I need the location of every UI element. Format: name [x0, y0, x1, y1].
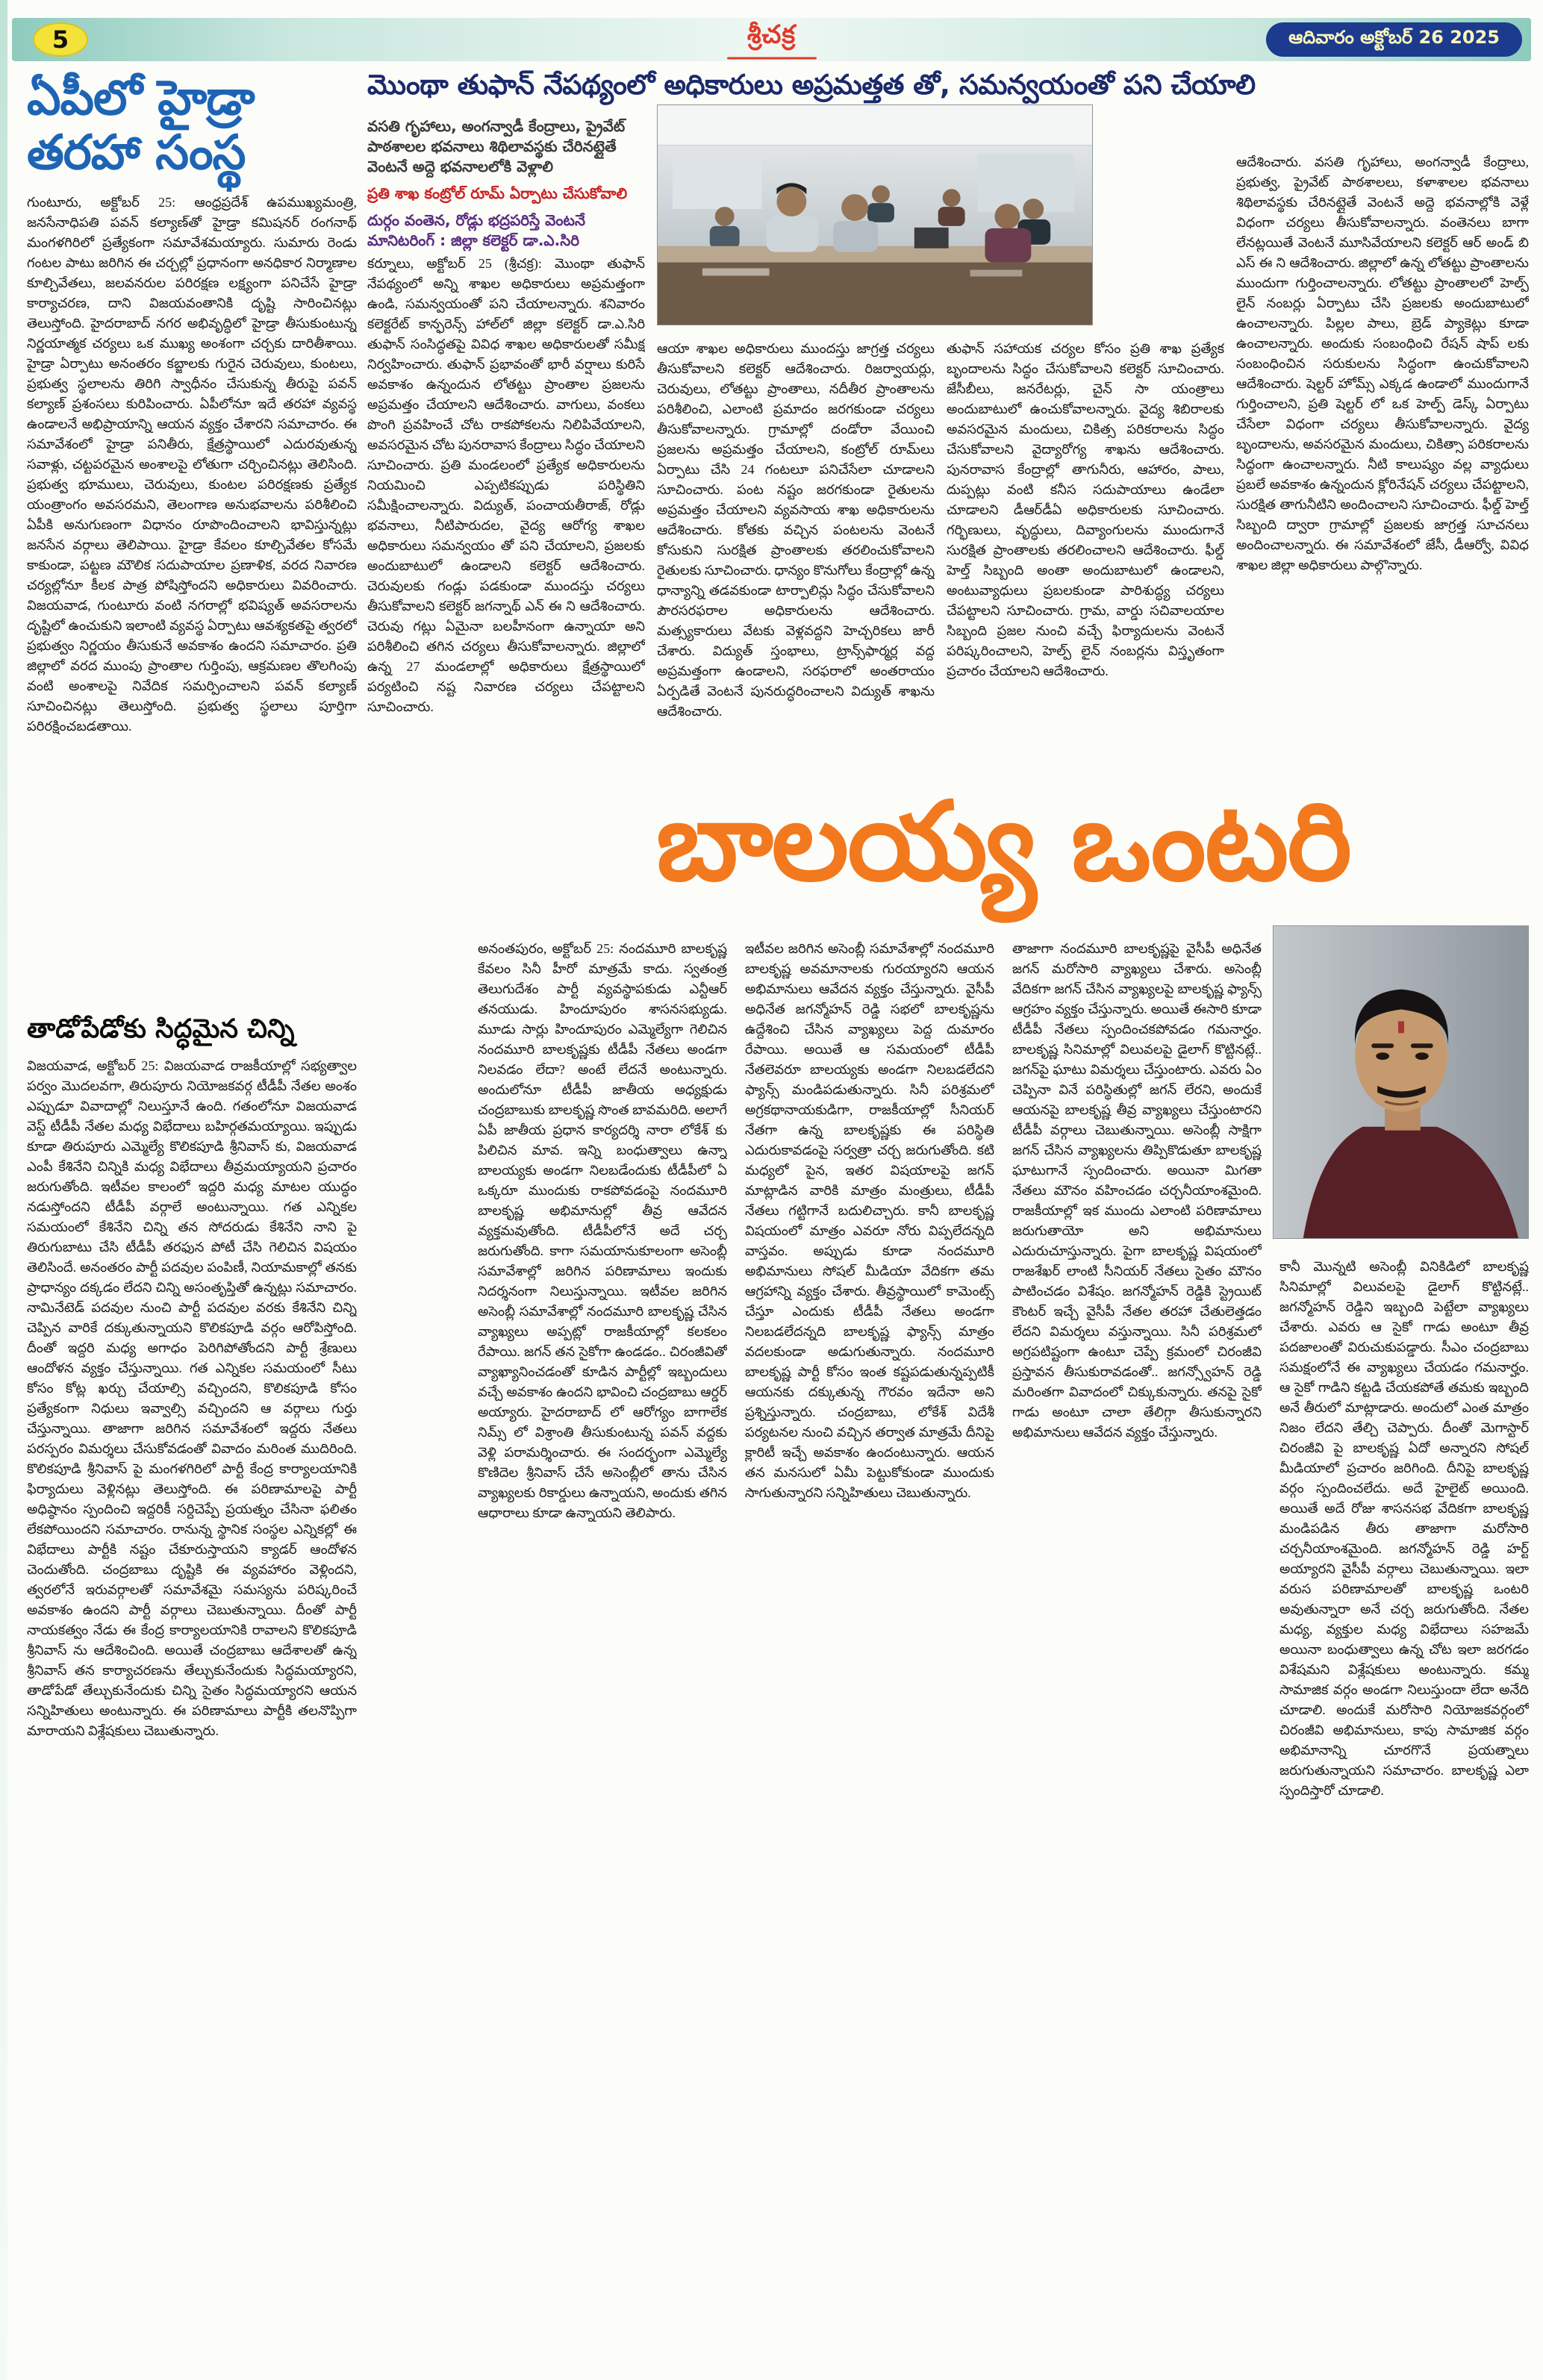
hydra-story-headline: ఏపీలో హైడ్రా తరహా సంస్థ — [27, 71, 255, 181]
chinni-story-body: విజయవాడ, అక్టోబర్ 25: విజయవాడ రాజకీయాల్లో సభ్యత్వాల పర్వం మొదలవగా, తిరుపూరు నియోజకవర్గ టీడీపీ నేతల అంశం ఎప్పుడూ వివాదాల్లో నిలుస్తూనే ఉంది. గతంలోనూ విజయవాడ వెస్ట్ టీడీపీ నేతల మధ్య విభేదాలు బహిర్గతమయ్యాయి. ఇప్పుడు కూడా తిరుపూరు ఎమ్మెల్యే కొలికపూడి శ్రీనివాస్ కు, విజయవాడ ఎంపీ కేశినేని చిన్నికి మధ్య విభేదాలు తీవ్రమయ్యాయని ప్రచారం జరుగుతోంది. ఇటీవల కాలంలో ఇద్దరి మధ్య మాటల యుద్ధం నడుస్తోందని టీడీపీ వర్గాలే అంటున్నాయి. గత ఎన్నికల సమయంలో కేశినేని చిన్ని తన సోదరుడు కేశినేని నాని పై తిరుగుబాటు చేసి టీడీపీ తరఫున పోటీ చేసి గెలిచిన విషయం తెలిసిందే. అనంతరం పార్టీ పదవుల పంపిణీ, నియామకాల్లో తనకు ప్రాధాన్యం దక్కడం లేదని చిన్ని అసంతృప్తితో ఉన్నట్లు సమాచారం. నామినేటెడ్ పదవుల నుంచి పార్టీ పదవుల వరకు కేశినేని చిన్ని చెప్పిన వారికే దక్కుతున్నాయని కొలికపూడి వర్గం ఆరోపిస్తోంది. దీంతో ఇద్దరి మధ్య అగాధం పెరిగిపోతోందని పార్టీ శ్రేణులు ఆందోళన వ్యక్తం చేస్తున్నాయి. గత ఎన్నికల సమయంలో సీటు కోసం కోట్ల ఖర్చు చేయాల్సి వచ్చిందని, కొలికపూడి కోసం ప్రత్యేకంగా నిధులు ఇవ్వాల్సి వచ్చిందని ఆ వర్గాలు గుర్తు చేస్తున్నాయి. తాజాగా జరిగిన సమావేశంలో ఇద్దరు నేతలు పరస్పరం విమర్శలు చేసుకోవడంతో వివాదం మరింత ముదిరింది. కొలికపూడి శ్రీనివాస్ పై మంగళగిరిలో పార్టీ కేంద్ర కార్యాలయానికి ఫిర్యాదులు వెళ్లినట్లు తెలుస్తోంది. ఈ పరిణామాలపై పార్టీ అధిష్ఠానం స్పందించి ఇద్దరికీ సర్దిచెప్పే ప్రయత్నం చేసినా ఫలితం లేకపోయిందని సమాచారం. రానున్న స్థానిక సంస్థల ఎన్నికల్లో ఈ విభేదాలు పార్టీకి నష్టం చేకూరుస్తాయని క్యాడర్ ఆందోళన చెందుతోంది. చంద్రబాబు దృష్టికి ఈ వ్యవహారం వెళ్లిందని, త్వరలోనే ఇరువర్గాలతో సమావేశమై సమస్యను పరిష్కరించే అవకాశం ఉందని పార్టీ వర్గాలు చెబుతున్నాయి. దీంతో పార్టీ నాయకత్వం నేడు ఈ కేంద్ర కార్యాలయానికి రావాలని కొలికపూడి శ్రీనివాస్ ను ఆదేశించింది. అయితే చంద్రబాబు ఆదేశాలతో ఉన్న శ్రీనివాస్ తన కార్యాచరణను తేల్చుకునేందుకు సిద్ధమయ్యారని, తాడోపేడో తేల్చుకునేందుకు చిన్ని సైతం సిద్ధమయ్యారని ఆయన సన్నిహితులు అంటున్నారు. ఈ పరిణామాలు పార్టీకి తలనొప్పిగా మారాయని విశ్లేషకులు చెబుతున్నారు. — [27, 1058, 357, 1738]
cyclone-story-col-4: ఆదేశించారు. వసతి గృహాలు, అంగన్వాడీ కేంద్రాలు, ప్రభుత్వ, ప్రైవేట్ పాఠశాలలు, కళాశాలల భవనాలు శిథిలావస్థకు చేరినట్లైతే వెంటనే అద్దె భవనాల్లోకి వెళ్లే విధంగా చర్యలు తీసుకోవాలన్నారు. వంతెనలు బాగా లేనట్లయితే వెంటనే మూసివేయాలని కలెక్టర్ ఆర్ అండ్ బి ఎస్ ఈ ని ఆదేశించారు. జిల్లాలో ఉన్న లోతట్టు ప్రాంతాలను ముందుగా గుర్తించాలన్నారు. లోతట్టు ప్రాంతాలలో హెల్ప్ లైన్ నంబర్లు ఏర్పాటు చేసి ప్రజలకు అందుబాటులో ఉంచాలన్నారు. పిల్లల పాలు, బ్రెడ్ ప్యాకెట్లు కూడా ఉంచాలన్నారు. అందుకు సంబంధించి రేషన్ షాప్ లకు సంబంధించిన సరుకులను సిద్ధంగా ఉంచుకోవాలని ఆదేశించారు. షెల్టర్ హోమ్స్ ఎక్కడ ఉండాలో ముందుగానే గుర్తించాలని, ప్రతి షెల్టర్ లో ఒక హెల్ప్ డెస్క్ ఏర్పాటు చేసేలా విధంగా చర్యలు తీసుకోవాలన్నారు. వైద్య బృందాలను, అవసరమైన మందులు, చికిత్సా పరికరాలను సిద్ధంగా ఉంచాలన్నారు. నీటి కాలుష్యం వల్ల వ్యాధులు ప్రబలే అవకాశం ఉన్నందున క్లోరినేషన్ చర్యలు చేపట్టాలని, సురక్షిత తాగునీటిని అందించాలని సూచించారు. ఫీల్డ్ హెల్త్ సిబ్బంది ద్వారా గ్రామాల్లో ప్రజలకు జాగ్రత్త సూచనలు అందించాలన్నారు. ఈ సమావేశంలో జేసీ, డీఆర్వో, వివిధ శాఖల జిల్లా అధికారులు పాల్గొన్నారు. — [1236, 154, 1529, 572]
balakrishna-photo — [1273, 925, 1529, 1239]
cyclone-story-headline: మొంథా తుఫాన్ నేపథ్యంలో అధికారులు అప్రమత్తత తో, సమన్వయంతో పని చేయాలి — [367, 69, 1256, 101]
cyclone-story — [367, 69, 1529, 784]
date-banner: ఆదివారం అక్టోబర్ 26 2025 — [1266, 22, 1522, 57]
balayya-story-col-2: ఇటీవల జరిగిన అసెంబ్లీ సమావేశాల్లో నందమూరి బాలకృష్ణ అవమానాలకు గురయ్యారని ఆయన అభిమానులు ఆవేదన వ్యక్తం చేస్తున్నారు. వైసీపీ అధినేత జగన్మోహన్ రెడ్డి సభలో బాలకృష్ణను ఉద్దేశించి చేసిన వ్యాఖ్యలు పెద్ద దుమారం రేపాయి. అయితే ఆ సమయంలో టీడీపీ నేతలెవరూ బాలయ్యకు అండగా నిలబడలేదని ఫ్యాన్స్ మండిపడుతున్నారు. సినీ పరిశ్రమలో అగ్రకథానాయకుడిగా, రాజకీయాల్లో సీనియర్ నేతగా ఉన్న బాలకృష్ణకు ఈ పరిస్థితి ఎదురుకావడంపై సర్వత్రా చర్చ జరుగుతోంది. కటి మధ్యలో పైన, ఇతర విషయాలపై జగన్ మాట్లాడిన వారికి మాత్రం మంత్రులు, టీడీపీ నేతలు గట్టిగానే బదులిచ్చారు. కానీ బాలకృష్ణ విషయంలో మాత్రం ఎవరూ నోరు విప్పలేదన్నది వాస్తవం. అప్పుడు కూడా నందమూరి అభిమానులు సోషల్ మీడియా వేదికగా తమ ఆగ్రహాన్ని వ్యక్తం చేశారు. తీవ్రస్థాయిలో కామెంట్స్ చేస్తూ ఎందుకు టీడీపీ నేతలు అండగా నిలబడలేదన్నది బాలకృష్ణ ఫ్యాన్స్ మాత్రం వదలకుండా అడుగుతున్నారు. నందమూరి బాలకృష్ణ పార్టీ కోసం ఇంత కష్టపడుతున్నప్పటికీ ఆయనకు దక్కుతున్న గౌరవం ఇదేనా అని ప్రశ్నిస్తున్నారు. చంద్రబాబు, లోకేశ్ విదేశీ పర్యటనల నుంచి వచ్చిన తర్వాత మాత్రమే దీనిపై క్లారిటీ ఇచ్చే అవకాశం ఉందంటున్నారు. ఆయన తన మనసులో ఏమీ పెట్టుకోకుండా ముందుకు సాగుతున్నారని సన్నిహితులు చెబుతున్నారు. — [745, 941, 994, 1500]
cyclone-story-col-3: తుఫాన్ సహాయక చర్యల కోసం ప్రతి శాఖ ప్రత్యేక బృందాలను సిద్ధం చేసుకోవాలని కలెక్టర్ సూచించారు. జేసీబీలు, జనరేటర్లు, చైన్ సా యంత్రాలు అందుబాటులో ఉంచుకోవాలన్నారు. వైద్య శిబిరాలకు అవసరమైన మందులు, చికిత్స పరికరాలను సిద్ధం చేసుకోవాలని వైద్యారోగ్య శాఖను ఆదేశించారు. పునరావాస కేంద్రాల్లో తాగునీరు, ఆహారం, పాలు, దుప్పట్లు వంటి కనీస సదుపాయాలు ఉండేలా చూడాలని డీఆర్‌డీఏ అధికారులకు సూచించారు. గర్భిణులు, వృద్ధులు, దివ్యాంగులను ముందుగానే సురక్షిత ప్రాంతాలకు తరలించాలని ఆదేశించారు. ఫీల్డ్ హెల్త్ సిబ్బంది అంతా అందుబాటులో ఉండాలని, అంటువ్యాధులు ప్రబలకుండా పారిశుద్ధ్య చర్యలు చేపట్టాలని సూచించారు. గ్రామ, వార్డు సచివాలయాల సిబ్బంది ప్రజల నుంచి వచ్చే ఫిర్యాదులను వెంటనే పరిష్కరించాలని, హెల్ప్ లైన్ నంబర్లను విస్తృతంగా ప్రచారం చేయాలని ఆదేశించారు. — [947, 341, 1224, 678]
meeting-photo-illustration — [658, 105, 1092, 325]
subhead-monitoring: దుర్గం వంతెన, రోడ్లు భద్రపరిస్తే వెంటనే మానిటరింగ్ : జిల్లా కలెక్టర్ డా.ఎ.సిరి — [367, 211, 586, 249]
subhead-buildings: వసతి గృహాలు, అంగన్వాడీ కేంద్రాలు, ప్రైవేట్ పాఠశాలల భవనాలు శిథిలావస్థకు చేరినట్లైతే వెంటనే అద్దె భవనాలలోకి వెళ్లాలి — [367, 117, 626, 175]
hydra-story-body: గుంటూరు, అక్టోబర్ 25: ఆంధ్రప్రదేశ్ ఉపముఖ్యమంత్రి, జనసేనాధిపతి పవన్ కల్యాణ్‌తో హైడ్రా కమిషనర్ రంగనాథ్ మంగళగిరిలో ప్రత్యేకంగా సమావేశమయ్యారు. సుమారు రెండు గంటల పాటు జరిగిన ఈ చర్చల్లో ప్రధానంగా అనధికార నిర్మాణాల కూల్చివేతలు, జలవనరుల పరిరక్షణ లక్ష్యంగా పనిచేసే హైడ్రా కార్యాచరణ, దాని విజయవంతానికి దృష్టి సారించినట్లు తెలుస్తోంది. హైదరాబాద్ నగర అభివృద్ధిలో హైడ్రా తీసుకుంటున్న నిర్ణయాత్మక చర్యలు ఒక ముఖ్య అంశంగా చర్చకు దారితీశాయి. హైడ్రా ఏర్పాటు అనంతరం కబ్జాలకు గురైన చెరువులు, కుంటలు, ప్రభుత్వ స్థలాలను తిరిగి స్వాధీనం చేసుకున్న తీరుపై పవన్ కల్యాణ్ ప్రశంసలు కురిపించారు. ఏపీలోనూ ఇదే తరహా వ్యవస్థ ఉండాలనే అభిప్రాయాన్ని ఆయన వ్యక్తం చేశారని సమాచారం. ఈ సమావేశంలో హైడ్రా పనితీరు, క్షేత్రస్థాయిలో ఎదురవుతున్న సవాళ్లు, చట్టపరమైన అంశాలపై లోతుగా చర్చించినట్లు తెలిసింది. ప్రభుత్వ భూములు, చెరువులు, కుంటల పరిరక్షణకు ప్రత్యేక యంత్రాంగం అవసరమని, తెలంగాణ అనుభవాలను పరిశీలించి ఏపీకి అనుగుణంగా విధానం రూపొందించాలని భావిస్తున్నట్లు జనసేన వర్గాలు తెలిపాయి. హైడ్రా కేవలం కూల్చివేతల కోసమే కాకుండా, పట్టణ మౌలిక సదుపాయాల ప్రణాళిక, వరద నివారణ చర్యల్లోనూ కీలక పాత్ర పోషిస్తోందని అధికారులు వివరించారు. విజయవాడ, గుంటూరు వంటి నగరాల్లో భవిష్యత్ అవసరాలను దృష్టిలో ఉంచుకుని ఇలాంటి వ్యవస్థ ఏర్పాటు ఆవశ్యకతపై త్వరలో ప్రభుత్వం నిర్ణయం తీసుకునే అవకాశం ఉందని సమాచారం. ప్రతి జిల్లాలో వరద ముంపు ప్రాంతాల గుర్తింపు, ఆక్రమణల తొలగింపు వంటి అంశాలపై నివేదిక సమర్పించాలని పవన్ కల్యాణ్ సూచించినట్లు తెలుస్తోంది. ప్రభుత్వ స్థలాలు పూర్తిగా పరిరక్షించబడతాయి. — [27, 194, 357, 734]
masthead-flourish — [727, 57, 817, 60]
balayya-story — [478, 778, 1529, 2345]
subhead-control-room: ప్రతి శాఖ కంట్రోల్ రూమ్ ఏర్పాటు చేసుకోవాలి — [367, 184, 628, 202]
masthead-logo — [727, 20, 817, 60]
page-header — [12, 18, 1531, 61]
left-column — [27, 72, 357, 2190]
page-edge-decoration — [0, 0, 7, 2380]
chinni-story-headline: తాడోపేడోకు సిద్ధమైన చిన్ని — [27, 1013, 295, 1044]
cyclone-story-col-2: ఆయా శాఖల అధికారులు ముందస్తు జాగ్రత్త చర్యలు తీసుకోవాలని కలెక్టర్ ఆదేశించారు. రిజర్వాయర్లు, చెరువులు, లోతట్టు ప్రాంతాలు, నదీతీర ప్రాంతాలను పరిశీలించి, ఎలాంటి ప్రమాదం జరగకుండా చర్యలు తీసుకోవాలన్నారు. గ్రామాల్లో దండోరా వేయించి ప్రజలను అప్రమత్తం చేయాలని, కంట్రోల్ రూమ్‌లు ఏర్పాటు చేసి 24 గంటలూ పనిచేసేలా చూడాలని సూచించారు. పంట నష్టం జరగకుండా రైతులను అప్రమత్తం చేయాలని వ్యవసాయ శాఖ అధికారులను ఆదేశించారు. కోతకు వచ్చిన పంటలను వెంటనే కోసుకుని సురక్షిత ప్రాంతాలకు తరలించుకోవాలని రైతులకు సూచించారు. ధాన్యం కొనుగోలు కేంద్రాల్లో ఉన్న ధాన్యాన్ని తడవకుండా టార్పాలిన్లు సిద్ధం చేసుకోవాలని పౌరసరఫరాల అధికారులను ఆదేశించారు. మత్స్యకారులు వేటకు వెళ్లవద్దని హెచ్చరికలు జారీ చేశారు. విద్యుత్ స్తంభాలు, ట్రాన్స్‌ఫార్మర్ల వద్ద అప్రమత్తంగా ఉండాలని, సరఫరాలో అంతరాయం ఏర్పడితే వెంటనే పునరుద్ధరించాలని విద్యుత్ శాఖను ఆదేశించారు. — [657, 341, 935, 719]
masthead-title: శ్రీచక్ర — [746, 19, 797, 50]
cyclone-story-col-1: కర్నూలు, అక్టోబర్ 25 (శ్రీచక్ర): మొంథా తుఫాన్ నేపథ్యంలో అన్ని శాఖల అధికారులు అప్రమత్తంగా ఉండి, సమన్వయంతో పని చేయాలన్నారు. శనివారం కలెక్టరేట్ కాన్ఫరెన్స్ హాల్‌లో జిల్లా కలెక్టర్ డా.ఎ.సిరి తుఫాన్ సంసిద్ధతపై వివిధ శాఖల అధికారులతో సమీక్ష నిర్వహించారు. తుఫాన్ ప్రభావంతో భారీ వర్షాలు కురిసే అవకాశం ఉన్నందున లోతట్టు ప్రాంతాల ప్రజలను అప్రమత్తం చేయాలని ఆదేశించారు. వాగులు, వంకలు పొంగి ప్రవహించే చోట రాకపోకలను నిలిపివేయాలని, అవసరమైన చోట పునరావాస కేంద్రాలు సిద్ధం చేయాలని సూచించారు. ప్రతి మండలంలో ప్రత్యేక అధికారులను నియమించి ఎప్పటికప్పుడు పరిస్థితిని సమీక్షించాలన్నారు. విద్యుత్, పంచాయతీరాజ్, రోడ్లు భవనాలు, నీటిపారుదల, వైద్య ఆరోగ్య శాఖల అధికారులు సమన్వయం తో పని చేయాలని, ప్రజలకు అందుబాటులో ఉండాలని కలెక్టర్ ఆదేశించారు. చెరువులకు గండ్లు పడకుండా ముందస్తు చర్యలు తీసుకోవాలని కలెక్టర్ జగన్నాథ్ ఎన్ ఈ ని ఆదేశించారు. చెరువు గట్లు ఏమైనా బలహీనంగా ఉన్నాయా అని పరిశీలించి తగిన చర్యలు తీసుకోవాలన్నారు. జిల్లాలో ఉన్న 27 మండలాల్లో అధికారులు క్షేత్రస్థాయిలో పర్యటించి నష్ట నివారణ చర్యలు చేపట్టాలని సూచించారు. — [367, 256, 645, 714]
page-number-badge: 5 — [33, 22, 88, 57]
balayya-story-col-1: అనంతపురం, అక్టోబర్ 25: నందమూరి బాలకృష్ణ కేవలం సినీ హీరో మాత్రమే కాదు. స్వతంత్ర తెలుగుదేశం పార్టీ వ్యవస్థాపకుడు ఎన్టీఆర్ తనయుడు. హిందూపురం శాసనసభ్యుడు. మూడు సార్లు హిందూపురం ఎమ్మెల్యేగా గెలిచిన నందమూరి బాలకృష్ణకు టీడీపీ నేతలు అండగా నిలవడం లేదా? అంటే లేదనే అంటున్నారు. అందులోనూ టీడీపీ జాతీయ అధ్యక్షుడు చంద్రబాబుకు బాలకృష్ణ సొంత బావమరిది. అలాగే ఏపీ జాతీయ ప్రధాన కార్యదర్శి నారా లోకేశ్ కు పిలిచిన మావ. ఇన్ని బంధుత్వాలు ఉన్నా బాలయ్యకు అండగా నిలబడేందుకు టీడీపీలో ఏ ఒక్కరూ ముందుకు రాకపోవడంపై నందమూరి బాలకృష్ణ అభిమానుల్లో తీవ్ర ఆవేదన వ్యక్తమవుతోంది. టీడీపీలోనే అదే చర్చ జరుగుతోంది. కాగా సమయానుకూలంగా అసెంబ్లీ సమావేశాల్లో జరిగిన పరిణామాలు ఇందుకు నిదర్శనంగా నిలుస్తున్నాయి. ఇటీవల జరిగిన అసెంబ్లీ సమావేశాల్లో నందమూరి బాలకృష్ణ చేసిన వ్యాఖ్యలు అప్పట్లో రాజకీయాల్లో కలకలం రేపాయి. జగన్ తన సైకోగా ఉండడం.. చిరంజీవితో వ్యాఖ్యానించడంతో కూడిన పార్టీల్లో ఇబ్బందులు వచ్చే అవకాశం ఉందని భావించి చంద్రబాబు ఆర్డర్ అయ్యారు. హైదరాబాద్ లో ఆరోగ్యం బాగాలేక నిమ్స్ లో విశ్రాంతి తీసుకుంటున్న పవన్ వద్దకు వెళ్లి పరామర్శించారు. ఈ సందర్భంగా ఎమ్మెల్యే కొణిదెల శ్రీనివాస్ చేసే అసెంబ్లీలో తాను చేసిన వ్యాఖ్యలకు రికార్డులు ఉన్నాయని, అందుకు తగిన ఆధారాలు కూడా ఉన్నాయని తెలిపారు. — [478, 941, 727, 1520]
cyclone-story-subheads — [367, 116, 649, 257]
balayya-story-headline: బాలయ్య ఒంటరి — [656, 778, 1350, 905]
collector-meeting-photo — [657, 104, 1093, 325]
balakrishna-photo-illustration — [1274, 926, 1528, 1238]
balayya-story-col-4: కానీ మొన్నటి అసెంబ్లీ వినికిడిలో బాలకృష్ణ సినిమాల్లో విలువలపై డైలాగ్ కొట్టినట్లే.. జగన్మోహన్ రెడ్డిని ఇబ్బంది పెట్టేలా వ్యాఖ్యలు చేశారు. ఎవరు ఆ సైకో గాడు అంటూ తీవ్ర పదజాలంతో విరుచుకుపడ్డారు. సీఎం చంద్రబాబు సమక్షంలోనే ఈ వ్యాఖ్యలు చేయడం గమనార్హం. ఆ సైకో గాడిని కట్టడి చేయకపోతే తమకు ఇబ్బంది అనే తీరులో మాట్లాడారు. అందులో ఎంత మాత్రం నిజం లేదని తేల్చి చెప్పారు. దీంతో మెగాస్టార్ చిరంజీవి పై బాలకృష్ణ ఏదో అన్నారని సోషల్ మీడియాలో ప్రచారం జరిగింది. దీనిపై బాలకృష్ణ వర్గం స్పందించలేదు. అదే హైలైట్ అయింది. అయితే అదే రోజు శాసనసభ వేదికగా బాలకృష్ణ మండిపడిన తీరు తాజాగా మరోసారి చర్చనీయాంశమైంది. జగన్మోహన్ రెడ్డి హర్ట్ అయ్యారని వైసీపీ వర్గాలు చెబుతున్నాయి. ఇలా వరుస పరిణామాలతో బాలకృష్ణ ఒంటరి అవుతున్నారా అనే చర్చ జరుగుతోంది. నేతల మధ్య, వ్యక్తుల మధ్య విభేదాలు సహజమే అయినా బంధుత్వాలు ఉన్న చోట ఇలా జరగడం విశేషమని విశ్లేషకులు అంటున్నారు. కమ్మ సామాజిక వర్గం అండగా నిలుస్తుందా లేదా అనేది చూడాలి. అందుకే మరోసారి నియోజకవర్గంలో చిరంజీవి అభిమానులు, కాపు సామాజిక వర్గం అభిమానాన్ని చూరగొనే ప్రయత్నాలు జరుగుతున్నాయని సమాచారం. బాలకృష్ణ ఎలా స్పందిస్తారో చూడాలి. — [1279, 1259, 1529, 1798]
balayya-story-col-3: తాజాగా నందమూరి బాలకృష్ణపై వైసీపీ అధినేత జగన్ మరోసారి వ్యాఖ్యలు చేశారు. అసెంబ్లీ వేదికగా జగన్ చేసిన వ్యాఖ్యలపై బాలకృష్ణ ఫ్యాన్స్ ఆగ్రహం వ్యక్తం చేస్తున్నారు. అయితే ఈసారి కూడా టీడీపీ నేతలు స్పందించకపోవడం గమనార్హం. బాలకృష్ణ సినిమాల్లో విలువలపై డైలాగ్ కొట్టినట్లే.. జగన్‌పై ఘాటు విమర్శలు చేస్తుంటారు. ఎవరు ఏం చెప్పినా వినే పరిస్థితుల్లో జగన్ లేరని, అందుకే ఆయనపై బాలకృష్ణ తీవ్ర వ్యాఖ్యలు చేస్తుంటారని టీడీపీ వర్గాలు చెబుతున్నాయి. అసెంబ్లీ సాక్షిగా జగన్ చేసిన వ్యాఖ్యలను తిప్పికొడుతూ బాలకృష్ణ ఘాటుగానే స్పందించారు. అయినా మిగతా నేతలు మౌనం వహించడం చర్చనీయాంశమైంది. రాజకీయాల్లో ఇక ముందు ఎలాంటి పరిణామాలు జరుగుతాయో అని అభిమానులు ఎదురుచూస్తున్నారు. పైగా బాలకృష్ణ విషయంలో రాజశేఖర్ లాంటి సీనియర్ నేతలు సైతం మౌనం పాటించడం విశేషం. జగన్మోహన్ రెడ్డికి స్ట్రెయిట్ కౌంటర్ ఇచ్చే వైసీపీ నేతల తరహా చేతులెత్తడం లేదని విమర్శలు వస్తున్నాయి. సినీ పరిశ్రమలో అగ్రపటిష్టంగా ఉంటూ చెప్పే క్రమంలో చిరంజీవి ప్రస్తావన తీసుకురావడంతో.. జగన్స్వోహన్ రెడ్డి మరింతగా వివాదంలో చిక్కుకున్నారు. తనపై సైకో గాడు అంటూ చాలా తేలిగ్గా తీసుకున్నారని అభిమానులు ఆవేదన వ్యక్తం చేస్తున్నారు. — [1012, 941, 1262, 1440]
